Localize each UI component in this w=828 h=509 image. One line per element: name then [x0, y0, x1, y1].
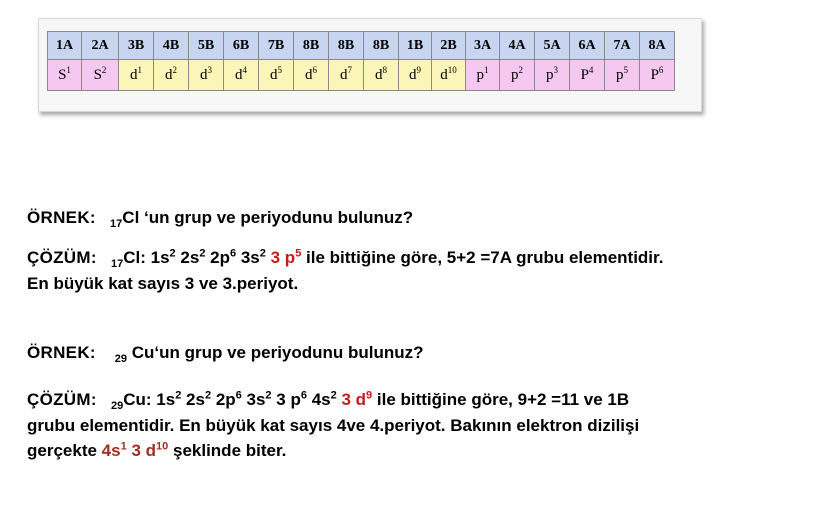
group-header-cell: 5A	[535, 32, 570, 60]
atomic-number: 29	[110, 400, 124, 412]
solution-label: ÇÖZÜM:	[27, 390, 97, 409]
group-header-cell: 7B	[259, 32, 294, 60]
config-cell: $S^1$	[48, 60, 82, 91]
atomic-number: 29	[114, 353, 128, 365]
solution-2-line-2: grubu elementidir. En büyük kat sayıs 4ve 4.periyot. Bakının elektron dizilişi	[27, 416, 640, 435]
config-cell: $d^9$	[399, 60, 432, 91]
electron-configuration: $1s^2$ $2s^2$ $2p^6$ $3s^2$ 3 $p^6$ $4s^2$	[156, 389, 337, 409]
solution-label: ÇÖZÜM:	[27, 248, 97, 267]
config-cell: $P^4$	[570, 60, 605, 91]
config-cell: $d^{10}$	[432, 60, 466, 91]
config-cell: $d^1$	[119, 60, 154, 91]
solution-text: ile bittiğine göre, 9+2 =11 ve 1B	[372, 390, 630, 409]
example-question: Cu‘un grup ve periyodunu bulunuz?	[127, 343, 424, 362]
example-2	[27, 342, 424, 364]
group-header-cell: 7A	[605, 32, 640, 60]
atomic-number: 17	[110, 218, 123, 230]
config-cell: $P^6$	[640, 60, 675, 91]
group-header-cell: 4A	[500, 32, 535, 60]
group-header-cell: 1B	[399, 32, 432, 60]
config-cell: $p^2$	[500, 60, 535, 91]
solution-1-line-2: En büyük kat sayıs 3 ve 3.periyot.	[27, 274, 299, 293]
config-cell: $p^5$	[605, 60, 640, 91]
example-1	[27, 207, 413, 229]
solution-2-line-3: gerçekte $4s^1$ 3 $d^{10}$ şeklinde biter.	[27, 440, 287, 460]
group-header-cell: 3A	[466, 32, 500, 60]
last-orbital-highlight: 3 $d^9$	[336, 389, 373, 409]
electron-config-table	[47, 31, 675, 91]
config-row	[48, 60, 675, 91]
config-cell: $S^2$	[82, 60, 119, 91]
example-label: ÖRNEK:	[27, 343, 96, 362]
group-header-cell: 8B	[329, 32, 364, 60]
solution-1-line-1	[27, 247, 663, 269]
group-header-row	[48, 32, 675, 60]
solution-text: ile bittiğine göre, 5+2 =7A grubu elementidir.	[301, 248, 664, 267]
group-header-cell: 5B	[189, 32, 224, 60]
config-cell: $p^3$	[535, 60, 570, 91]
group-header-cell: 8B	[364, 32, 399, 60]
config-cell: $d^6$	[294, 60, 329, 91]
config-cell: $d^5$	[259, 60, 294, 91]
example-question: Cl ‘un grup ve periyodunu bulunuz?	[122, 208, 414, 227]
config-cell: $p^1$	[466, 60, 500, 91]
group-header-cell: 2B	[432, 32, 466, 60]
actual-config-highlight: $4s^1$ 3 $d^{10}$	[101, 440, 169, 460]
group-header-cell: 3B	[119, 32, 154, 60]
last-orbital-highlight: 3 $p^5$	[265, 247, 302, 267]
config-cell: $d^3$	[189, 60, 224, 91]
config-cell: $d^8$	[364, 60, 399, 91]
config-cell: $d^7$	[329, 60, 364, 91]
group-header-cell: 6A	[570, 32, 605, 60]
electron-configuration: $1s^2$ $2s^2$ $2p^6$ $3s^2$	[150, 247, 266, 267]
element-symbol: Cl:	[123, 248, 151, 267]
group-header-cell: 8A	[640, 32, 675, 60]
atomic-number: 17	[110, 258, 124, 270]
group-header-cell: 8B	[294, 32, 329, 60]
element-symbol: Cu:	[123, 390, 157, 409]
config-cell: $d^2$	[154, 60, 189, 91]
group-header-cell: 4B	[154, 32, 189, 60]
group-header-cell: 2A	[82, 32, 119, 60]
group-header-cell: 1A	[48, 32, 82, 60]
config-cell: $d^4$	[224, 60, 259, 91]
group-header-cell: 6B	[224, 32, 259, 60]
solution-2-line-1	[27, 389, 629, 411]
example-label: ÖRNEK:	[27, 208, 96, 227]
electron-config-table-panel	[38, 18, 702, 112]
